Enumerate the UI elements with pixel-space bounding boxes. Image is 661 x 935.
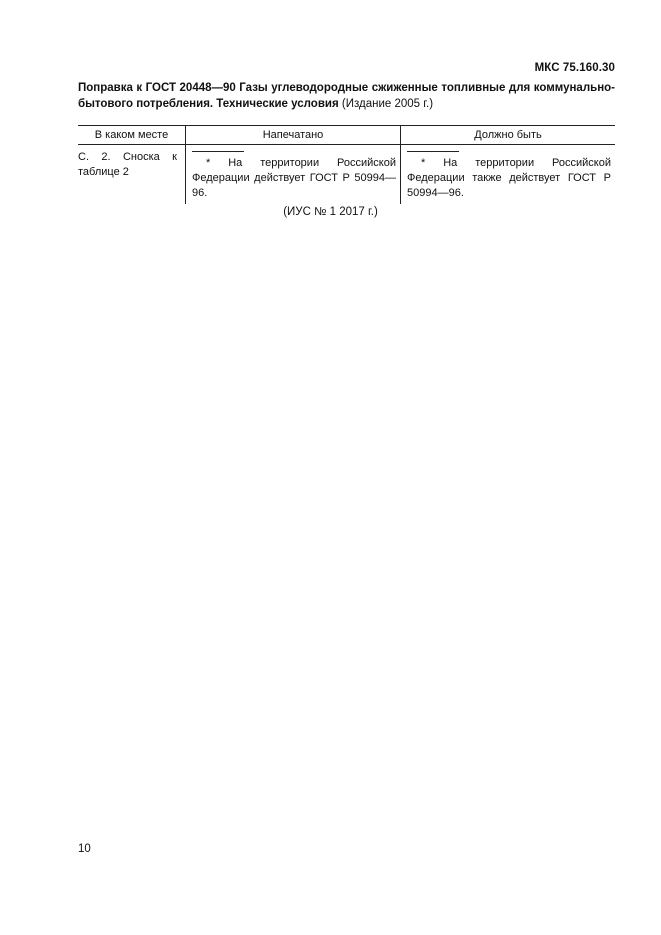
cell-printed [186,145,401,205]
place-text: С. 2. Сноска к таблице 2 [78,151,177,178]
header-place: В каком месте [78,126,186,145]
amendment-heading [78,80,615,112]
amendment-title: Поправка к ГОСТ 20448—90 Газы углеводородные сжиженные топливные для коммунально-бытового потребления. Технические условия [78,82,615,110]
amendment-table [78,125,615,204]
printed-footnote-text: * На территории Российской Федерации действует ГОСТ Р 50994—96. [192,157,396,199]
classification-code: МКС 75.160.30 [534,62,615,74]
header-printed: Напечатано [186,126,401,145]
amendment-table-container [78,125,615,204]
footnote-separator [192,151,244,152]
table-header-row [78,126,615,145]
header-should-be: Должно быть [401,126,616,145]
cell-place [78,145,186,205]
edition-note: (Издание 2005 г.) [341,98,434,110]
table-row [78,145,615,205]
page-number: 10 [78,843,91,855]
cell-should-be [401,145,616,205]
footnote-separator [407,151,459,152]
corrected-footnote-text: * На территории Российской Федерации также действует ГОСТ Р 50994—96. [407,157,611,199]
source-note: (ИУС № 1 2017 г.) [283,206,378,218]
